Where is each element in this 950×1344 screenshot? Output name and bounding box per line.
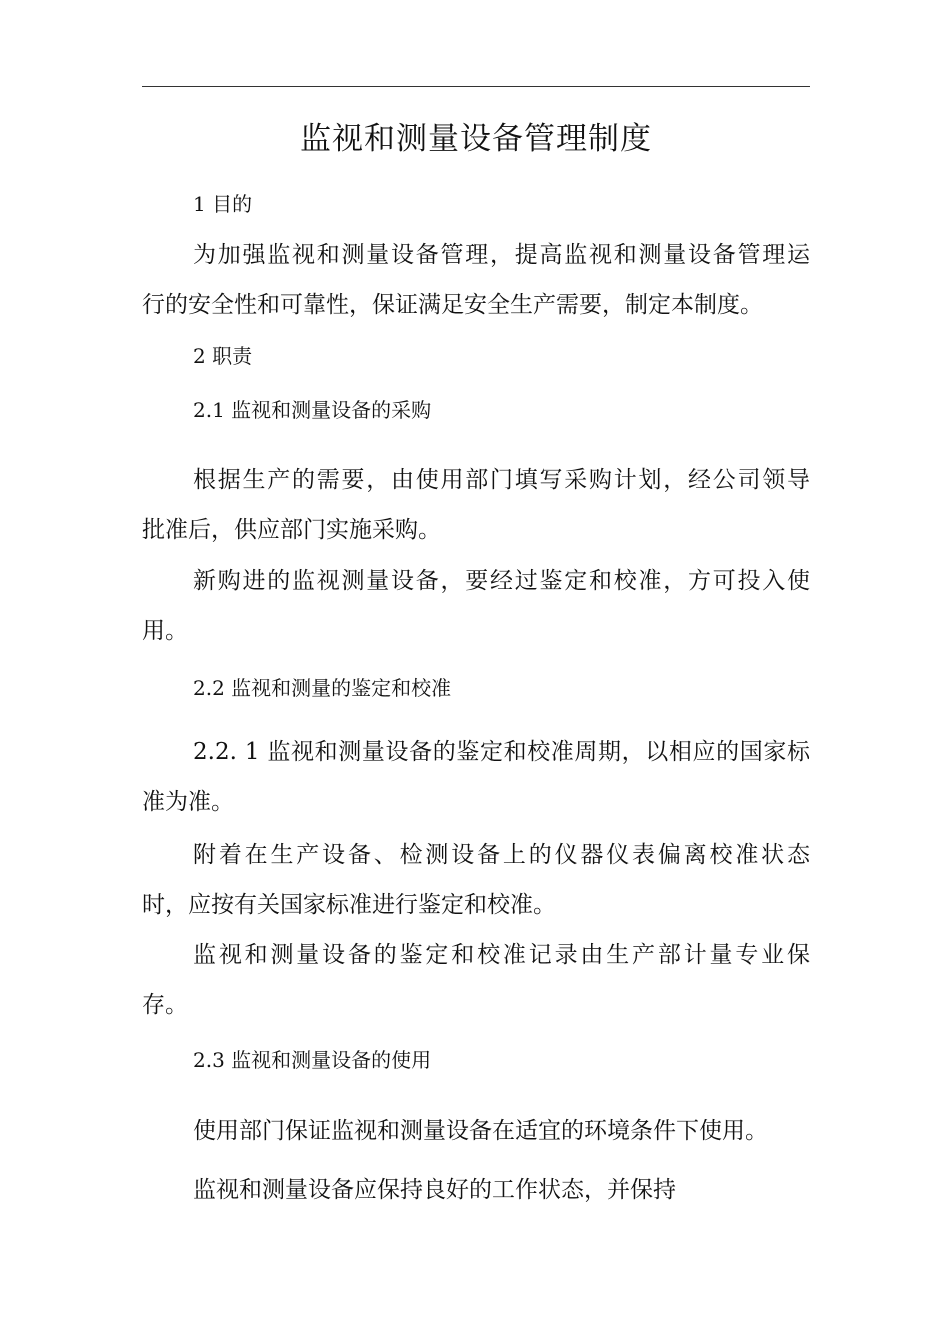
section-2-1-heading: 2.1 监视和测量设备的采购 xyxy=(193,398,432,422)
section-2-2-paragraph-2-line-2: 时，应按有关国家标准进行鉴定和校准。 xyxy=(142,892,556,918)
section-2-3-paragraph-2: 监视和测量设备应保持良好的工作状态，并保持 xyxy=(193,1177,676,1203)
section-1-paragraph-line-2: 行的安全性和可靠性，保证满足安全生产需要，制定本制度。 xyxy=(142,292,763,318)
section-2-heading: 2 职责 xyxy=(193,344,253,368)
document-title: 监视和测量设备管理制度 xyxy=(300,121,652,157)
section-2-2-1-line-2: 准为准。 xyxy=(142,789,234,815)
section-2-1-paragraph-1-line-1: 根据生产的需要，由使用部门填写采购计划，经公司领导 xyxy=(193,467,810,493)
section-2-2-paragraph-3-line-2: 存。 xyxy=(142,992,188,1018)
section-2-2-heading: 2.2 监视和测量的鉴定和校准 xyxy=(193,676,452,700)
section-2-1-paragraph-2-line-2: 用。 xyxy=(142,618,188,644)
section-2-3-paragraph-1: 使用部门保证监视和测量设备在适宜的环境条件下使用。 xyxy=(193,1118,768,1144)
section-2-1-paragraph-1-line-2: 批准后，供应部门实施采购。 xyxy=(142,517,441,543)
section-1-heading: 1 目的 xyxy=(193,192,253,216)
section-2-2-1-line-1: 2.2. 1 监视和测量设备的鉴定和校准周期，以相应的国家标 xyxy=(193,739,810,765)
section-1-paragraph-line-1: 为加强监视和测量设备管理，提高监视和测量设备管理运 xyxy=(193,242,810,268)
section-2-2-paragraph-2-line-1: 附着在生产设备、检测设备上的仪器仪表偏离校准状态 xyxy=(193,842,810,868)
header-rule xyxy=(142,86,810,87)
section-2-1-paragraph-2-line-1: 新购进的监视测量设备，要经过鉴定和校准，方可投入使 xyxy=(193,568,810,594)
section-2-3-heading: 2.3 监视和测量设备的使用 xyxy=(193,1048,432,1072)
section-2-2-paragraph-3-line-1: 监视和测量设备的鉴定和校准记录由生产部计量专业保 xyxy=(193,942,810,968)
